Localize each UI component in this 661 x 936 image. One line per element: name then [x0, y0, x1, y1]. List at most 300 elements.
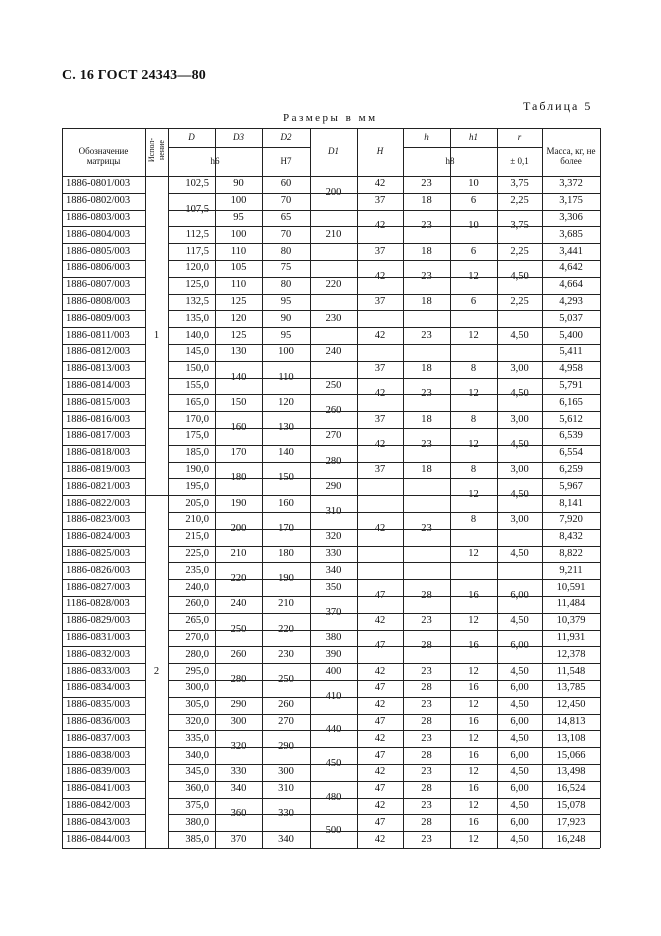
table-cell: 230	[325, 312, 342, 324]
row-rule	[262, 243, 310, 244]
column-rule	[357, 128, 358, 848]
row-rule	[497, 378, 542, 379]
row-rule	[497, 596, 542, 597]
row-rule	[310, 798, 357, 799]
table-cell: 4,293	[559, 296, 583, 307]
row-rule	[168, 361, 215, 362]
row-rule	[62, 327, 145, 328]
row-rule	[262, 529, 310, 530]
row-rule	[262, 411, 310, 412]
table-cell: 6	[470, 245, 477, 257]
row-rule	[262, 394, 310, 395]
row-rule	[497, 714, 542, 715]
row-rule	[497, 310, 542, 311]
row-rule	[62, 310, 145, 311]
column-rule	[262, 128, 263, 848]
row-rule	[542, 462, 600, 463]
table-cell: 47	[374, 816, 386, 828]
table-cell: 110	[230, 245, 247, 257]
table-cell: 195,0	[185, 480, 209, 492]
row-rule	[215, 478, 262, 479]
row-rule	[497, 697, 542, 698]
row-rule	[403, 361, 450, 362]
row-rule	[357, 680, 403, 681]
row-rule	[168, 193, 215, 194]
table-cell: 11,484	[556, 598, 586, 610]
table-cell: 340	[230, 783, 247, 795]
row-designation: 1886-0821/003	[66, 480, 131, 492]
row-rule	[542, 562, 600, 563]
row-rule	[262, 327, 310, 328]
row-rule	[262, 310, 310, 311]
table-cell: 16	[468, 640, 479, 652]
table-cell: 37	[374, 245, 386, 257]
row-rule	[497, 176, 542, 177]
row-rule	[310, 176, 357, 177]
row-rule	[262, 697, 310, 698]
table-cell: 75	[280, 262, 292, 274]
row-designation: 1886-0829/003	[66, 615, 131, 627]
table-cell: 42	[374, 665, 386, 677]
row-rule	[403, 663, 450, 664]
row-designation: 1886-0823/003	[66, 514, 131, 526]
row-rule	[497, 478, 542, 479]
table-cell: 42	[374, 388, 386, 400]
header-h1: h1	[469, 131, 478, 142]
table-cell: 42	[374, 766, 386, 778]
row-rule	[262, 562, 310, 563]
row-rule	[168, 176, 215, 177]
table-cell: 4,664	[559, 279, 583, 291]
execution-group-label: 2	[153, 665, 160, 677]
row-rule	[542, 260, 600, 261]
row-rule	[450, 327, 497, 328]
table-cell: 107,5	[185, 203, 209, 215]
row-rule	[542, 613, 600, 614]
row-rule	[168, 831, 215, 832]
table-cell: 12	[468, 766, 479, 778]
row-rule	[62, 277, 145, 278]
row-rule	[168, 445, 215, 446]
table-cell: 6,259	[559, 464, 583, 475]
row-rule	[542, 243, 600, 244]
row-rule	[450, 193, 497, 194]
table-cell: 340,0	[185, 749, 209, 761]
table-cell: 23	[421, 665, 432, 677]
table-cell: 15,078	[556, 800, 586, 811]
row-rule	[168, 277, 215, 278]
row-rule	[542, 344, 600, 345]
row-rule	[62, 344, 145, 345]
row-rule	[542, 478, 600, 479]
row-rule	[403, 814, 450, 815]
row-rule	[497, 495, 542, 496]
row-rule	[62, 546, 145, 547]
row-rule	[262, 546, 310, 547]
table-cell: 210	[278, 598, 294, 610]
table-cell: 440	[325, 724, 342, 736]
table-cell: 18	[421, 363, 432, 375]
row-rule	[215, 730, 262, 731]
table-cell: 260	[230, 648, 247, 660]
row-rule	[62, 210, 145, 211]
row-rule	[168, 462, 215, 463]
row-rule	[450, 378, 497, 379]
execution-group-label: 1	[153, 329, 160, 341]
table-cell: 260	[325, 405, 342, 417]
table-cell: 400	[325, 665, 342, 677]
row-rule	[310, 462, 357, 463]
row-rule	[62, 646, 145, 647]
row-rule	[62, 243, 145, 244]
row-rule	[168, 764, 215, 765]
table-cell: 12,378	[556, 648, 586, 660]
row-rule	[403, 176, 450, 177]
row-rule	[403, 613, 450, 614]
row-rule	[168, 781, 215, 782]
row-rule	[403, 411, 450, 412]
table-cell: 37	[374, 195, 386, 207]
table-cell: 310	[278, 783, 294, 795]
row-rule	[357, 243, 403, 244]
table-cell: 5,400	[559, 329, 583, 341]
row-rule	[262, 378, 310, 379]
row-rule	[403, 193, 450, 194]
table-cell: 23	[421, 800, 432, 811]
table-cell: 47	[374, 716, 386, 727]
row-rule	[62, 512, 145, 513]
table-cell: 290	[230, 699, 247, 711]
table-cell: 380,0	[185, 816, 209, 828]
page-title: С. 16 ГОСТ 24343—80	[62, 68, 206, 83]
row-designation: 1886-0802/003	[66, 195, 131, 207]
table-cell: 110	[278, 371, 294, 383]
row-rule	[215, 663, 262, 664]
header-H: H	[376, 146, 384, 156]
table-cell: 4,958	[559, 363, 583, 375]
table-cell: 6,00	[510, 783, 529, 795]
row-rule	[62, 193, 145, 194]
row-rule	[262, 445, 310, 446]
row-designation: 1886-0822/003	[66, 497, 131, 509]
row-rule	[497, 764, 542, 765]
row-rule	[62, 730, 145, 731]
table-cell: 47	[374, 682, 386, 694]
table-cell: 270,0	[185, 632, 209, 643]
row-rule	[450, 562, 497, 563]
table-cell: 300,0	[185, 682, 209, 694]
row-rule	[310, 596, 357, 597]
row-rule	[310, 562, 357, 563]
row-rule	[215, 747, 262, 748]
table-cell: 42	[374, 800, 386, 811]
table-cell: 95	[233, 212, 244, 223]
table-cell: 260,0	[185, 598, 209, 610]
row-rule	[215, 562, 262, 563]
row-designation: 1886-0824/003	[66, 531, 131, 543]
row-designation: 1886-0833/003	[66, 665, 131, 677]
table-cell: 100	[230, 228, 247, 240]
row-rule	[497, 781, 542, 782]
table-cell: 3,441	[559, 245, 583, 257]
row-rule	[450, 428, 497, 429]
table-cell: 4,50	[510, 800, 529, 811]
row-rule	[542, 277, 600, 278]
row-rule	[357, 344, 403, 345]
table-cell: 130	[230, 346, 247, 358]
table-cell: 140,0	[185, 329, 209, 341]
table-cell: 80	[280, 279, 292, 291]
table-cell: 8	[470, 514, 477, 526]
table-cell: 200	[230, 522, 247, 534]
row-rule	[542, 411, 600, 412]
row-rule	[168, 327, 215, 328]
row-designation: 1886-0806/003	[66, 262, 131, 274]
row-designation: 1886-0835/003	[66, 699, 131, 711]
table-cell: 4,50	[510, 548, 529, 559]
table-cell: 240	[325, 346, 342, 358]
table-cell: 330	[325, 548, 342, 559]
row-designation: 1886-0808/003	[66, 296, 131, 307]
table-cell: 300	[230, 716, 247, 727]
table-cell: 200	[325, 186, 342, 198]
row-rule	[450, 344, 497, 345]
table-cell: 220	[230, 573, 247, 585]
row-rule	[403, 831, 450, 832]
table-cell: 290	[325, 480, 342, 492]
row-designation: 1886-0804/003	[66, 228, 131, 240]
header-tolerance-r: ± 0,1	[510, 155, 529, 166]
row-rule	[62, 697, 145, 698]
column-rule	[62, 128, 63, 848]
header-tolerance-H7: H7	[280, 155, 292, 166]
row-rule	[450, 546, 497, 547]
table-cell: 350	[325, 581, 342, 593]
table-cell: 11,548	[556, 665, 586, 677]
table-cell: 5,791	[559, 380, 583, 391]
row-rule	[403, 646, 450, 647]
header-subrule	[450, 147, 497, 148]
table-cell: 23	[421, 329, 432, 341]
table-cell: 4,50	[510, 270, 529, 282]
row-rule	[450, 478, 497, 479]
row-rule	[62, 529, 145, 530]
table-cell: 3,00	[510, 363, 529, 375]
row-rule	[168, 344, 215, 345]
row-rule	[357, 697, 403, 698]
row-rule	[497, 428, 542, 429]
header-D2: D2	[280, 131, 292, 142]
row-rule	[310, 529, 357, 530]
row-rule	[497, 831, 542, 832]
row-rule	[542, 378, 600, 379]
table-bottom-border	[62, 848, 600, 849]
table-cell: 23	[421, 220, 432, 232]
table-cell: 220	[278, 623, 294, 635]
row-rule	[168, 243, 215, 244]
table-cell: 28	[421, 749, 432, 761]
row-rule	[215, 646, 262, 647]
row-rule	[310, 613, 357, 614]
table-cell: 170	[230, 447, 247, 459]
row-rule	[450, 730, 497, 731]
row-rule	[310, 327, 357, 328]
table-cell: 100	[278, 346, 294, 358]
row-rule	[403, 562, 450, 563]
row-rule	[357, 529, 403, 530]
header-h: h	[424, 131, 429, 142]
row-rule	[450, 663, 497, 664]
row-rule	[215, 445, 262, 446]
row-rule	[262, 596, 310, 597]
row-rule	[215, 344, 262, 345]
table-cell: 180	[230, 472, 247, 484]
table-cell: 110	[230, 279, 247, 291]
row-rule	[497, 260, 542, 261]
table-cell: 105	[230, 262, 247, 274]
table-cell: 330	[278, 808, 294, 820]
column-rule	[145, 128, 146, 848]
row-rule	[262, 613, 310, 614]
table-cell: 8,822	[559, 548, 583, 559]
table-cell: 12	[468, 270, 479, 282]
column-rule	[542, 128, 543, 848]
table-cell: 6,00	[510, 716, 529, 727]
table-cell: 4,50	[510, 388, 529, 400]
row-rule	[62, 596, 145, 597]
row-rule	[357, 176, 403, 177]
table-cell: 42	[374, 220, 386, 232]
row-rule	[262, 781, 310, 782]
table-cell: 340	[278, 833, 294, 845]
row-rule	[215, 193, 262, 194]
row-designation: 1886-0803/003	[66, 212, 131, 223]
table-cell: 120	[278, 396, 294, 408]
row-designation: 1886-0807/003	[66, 279, 131, 291]
table-cell: 23	[421, 615, 432, 627]
table-cell: 70	[280, 228, 292, 240]
table-cell: 3,00	[510, 413, 529, 425]
row-rule	[168, 546, 215, 547]
row-rule	[357, 445, 403, 446]
row-rule	[403, 546, 450, 547]
table-cell: 70	[280, 195, 292, 207]
row-rule	[62, 260, 145, 261]
header-subrule	[168, 147, 215, 148]
table-cell: 42	[374, 438, 386, 450]
row-rule	[168, 495, 215, 496]
table-cell: 23	[421, 833, 432, 845]
header-D3: D3	[233, 131, 244, 142]
table-cell: 140	[278, 447, 294, 459]
row-rule	[62, 579, 145, 580]
row-rule	[310, 495, 357, 496]
table-cell: 6,165	[559, 396, 583, 408]
row-rule	[357, 714, 403, 715]
table-cell: 6	[470, 296, 477, 307]
row-rule	[215, 294, 262, 295]
table-cell: 42	[374, 732, 386, 744]
header-subrule	[262, 147, 310, 148]
row-rule	[497, 361, 542, 362]
table-cell: 290	[278, 741, 294, 753]
row-rule	[357, 764, 403, 765]
row-rule	[357, 646, 403, 647]
row-rule	[262, 294, 310, 295]
row-rule	[310, 277, 357, 278]
row-rule	[403, 529, 450, 530]
row-rule	[357, 294, 403, 295]
row-rule	[168, 579, 215, 580]
table-cell: 65	[280, 212, 292, 223]
table-cell: 16	[468, 590, 479, 601]
row-rule	[497, 579, 542, 580]
table-cell: 47	[374, 590, 386, 601]
table-cell: 250	[278, 674, 294, 685]
row-rule	[168, 428, 215, 429]
row-rule	[310, 378, 357, 379]
table-cell: 235,0	[185, 564, 209, 576]
table-cell: 10	[468, 220, 479, 232]
row-rule	[497, 243, 542, 244]
row-rule	[310, 680, 357, 681]
row-rule	[215, 529, 262, 530]
table-cell: 18	[421, 413, 432, 425]
table-cell: 90	[233, 178, 244, 190]
table-cell: 23	[421, 178, 432, 190]
row-rule	[542, 512, 600, 513]
row-rule	[62, 613, 145, 614]
table-cell: 12	[468, 548, 479, 559]
table-cell: 90	[280, 312, 292, 324]
table-cell: 42	[374, 522, 386, 534]
row-rule	[262, 831, 310, 832]
row-rule	[215, 210, 262, 211]
table-cell: 150	[278, 472, 294, 484]
row-rule	[310, 663, 357, 664]
row-rule	[542, 546, 600, 547]
table-cell: 120,0	[185, 262, 209, 274]
row-rule	[262, 226, 310, 227]
row-rule	[450, 226, 497, 227]
table-cell: 320	[325, 531, 342, 543]
row-rule	[357, 781, 403, 782]
table-cell: 4,642	[559, 262, 583, 274]
row-rule	[403, 310, 450, 311]
row-rule	[62, 714, 145, 715]
header-subrule	[403, 147, 450, 148]
row-rule	[497, 394, 542, 395]
table-cell: 500	[325, 825, 342, 837]
table-cell: 120	[230, 312, 247, 324]
row-rule	[310, 579, 357, 580]
row-rule	[497, 512, 542, 513]
header-subrule	[215, 147, 262, 148]
row-rule	[262, 462, 310, 463]
table-cell: 5,411	[559, 346, 583, 358]
row-rule	[310, 814, 357, 815]
row-rule	[450, 411, 497, 412]
row-rule	[62, 747, 145, 748]
row-designation: 1886-0809/003	[66, 312, 131, 324]
table-cell: 13,108	[556, 732, 586, 744]
table-cell: 280	[325, 455, 342, 467]
row-rule	[403, 630, 450, 631]
table-cell: 5,037	[559, 312, 583, 324]
row-rule	[542, 210, 600, 211]
table-cell: 410	[325, 690, 342, 702]
row-rule	[357, 495, 403, 496]
